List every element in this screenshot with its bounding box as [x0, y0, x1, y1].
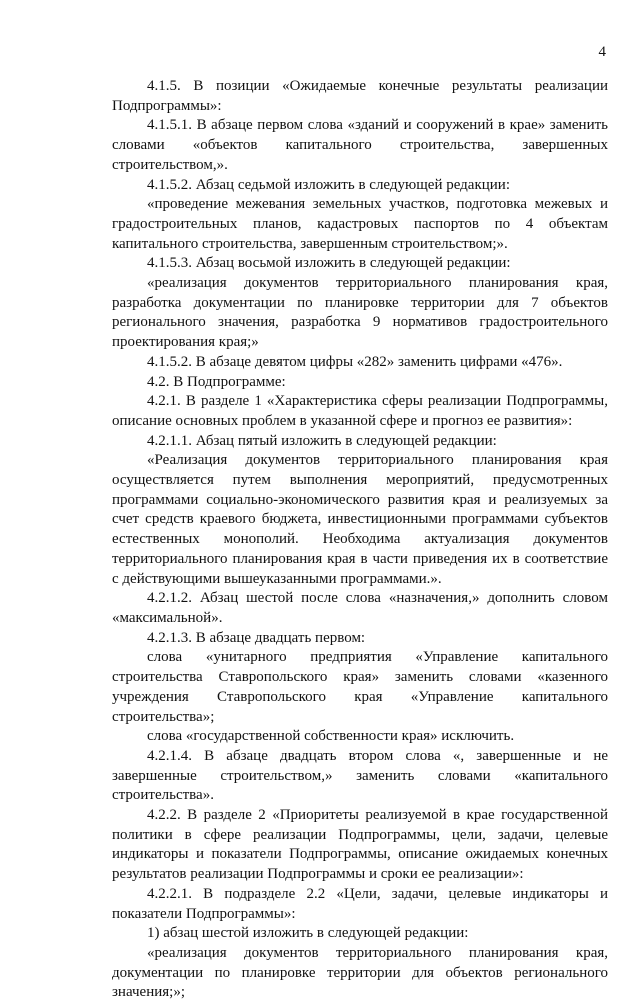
- paragraph: 4.1.5.2. Абзац седьмой изложить в следующей редакции:: [147, 176, 511, 193]
- paragraph: 4.2. В Подпрограмме:: [147, 373, 286, 390]
- document-body: [112, 77, 608, 1003]
- paragraph: 4.2.2. В разделе 2 «Приоритеты реализуемой в крае государственной политики в сфере реализации Подпрограммы, цели, задачи, целевые индикаторы и показатели Подпрограммы, описание ожидаемых конечных результатов реализации Подпрограммы и сроки ее реализации»:: [112, 807, 608, 883]
- paragraph: «реализация документов территориального планирования края, разработка документации по планировке территории для 7 объектов регионального значения, разработка 9 нормативов градостроительного проектирования края;»: [112, 275, 608, 351]
- paragraph: «проведение межевания земельных участков, подготовка межевых и градостроительных планов, кадастровых паспортов по 4 объектам капитального строительства, завершенным строительством;».: [112, 196, 608, 252]
- paragraph: 4.2.1.1. Абзац пятый изложить в следующей редакции:: [147, 432, 497, 449]
- page-number: 4: [598, 44, 606, 60]
- paragraph: 4.2.1.2. Абзац шестой после слова «назначения,» дополнить словом «максимальной».: [112, 590, 608, 626]
- paragraph: 1) абзац шестой изложить в следующей редакции:: [147, 925, 469, 942]
- paragraph: 4.1.5.1. В абзаце первом слова «зданий и сооружений в крае» заменить словами «объектов капитального строительства, завершенных строительством,».: [112, 117, 608, 173]
- paragraph: 4.2.1. В разделе 1 «Характеристика сферы реализации Подпрограммы, описание основных проблем в указанной сфере и прогноз ее развития»:: [112, 393, 608, 429]
- paragraph: 4.2.1.4. В абзаце двадцать втором слова «, завершенные и не завершенные строительством,» заменить словами «капитального строительства».: [112, 747, 608, 804]
- paragraph: 4.2.1.3. В абзаце двадцать первом:: [147, 629, 366, 646]
- paragraph: слова «государственной собственности края» исключить.: [147, 728, 515, 745]
- paragraph: «Реализация документов территориального планирования края осуществляется путем выполнения мероприятий, предусмотренных программами социально-экономического развития края и реализуемых за счет средств краевого бюджета, инвестиционными программами субъектов естественных монополий. Необходима актуализация документов территориального планирования края в части приведения их в соответствие с действующими вышеуказанными программами.».: [112, 452, 608, 587]
- paragraph: 4.1.5. В позиции «Ожидаемые конечные результаты реализации Подпрограммы»:: [112, 78, 608, 114]
- paragraph: 4.1.5.2. В абзаце девятом цифры «282» заменить цифрами «476».: [147, 353, 563, 370]
- paragraph: 4.1.5.3. Абзац восьмой изложить в следующей редакции:: [147, 255, 511, 272]
- paragraph: слова «унитарного предприятия «Управление капитального строительства Ставропольского края» заменить словами «казенного учреждения Ставропольского края «Управление капитального строительства»;: [112, 649, 608, 725]
- paragraph: «реализация документов территориального планирования края, документации по планировке территории для объектов регионального значения;»;: [112, 944, 608, 1001]
- paragraph: 4.2.2.1. В подразделе 2.2 «Цели, задачи, целевые индикаторы и показатели Подпрограммы»:: [112, 885, 608, 922]
